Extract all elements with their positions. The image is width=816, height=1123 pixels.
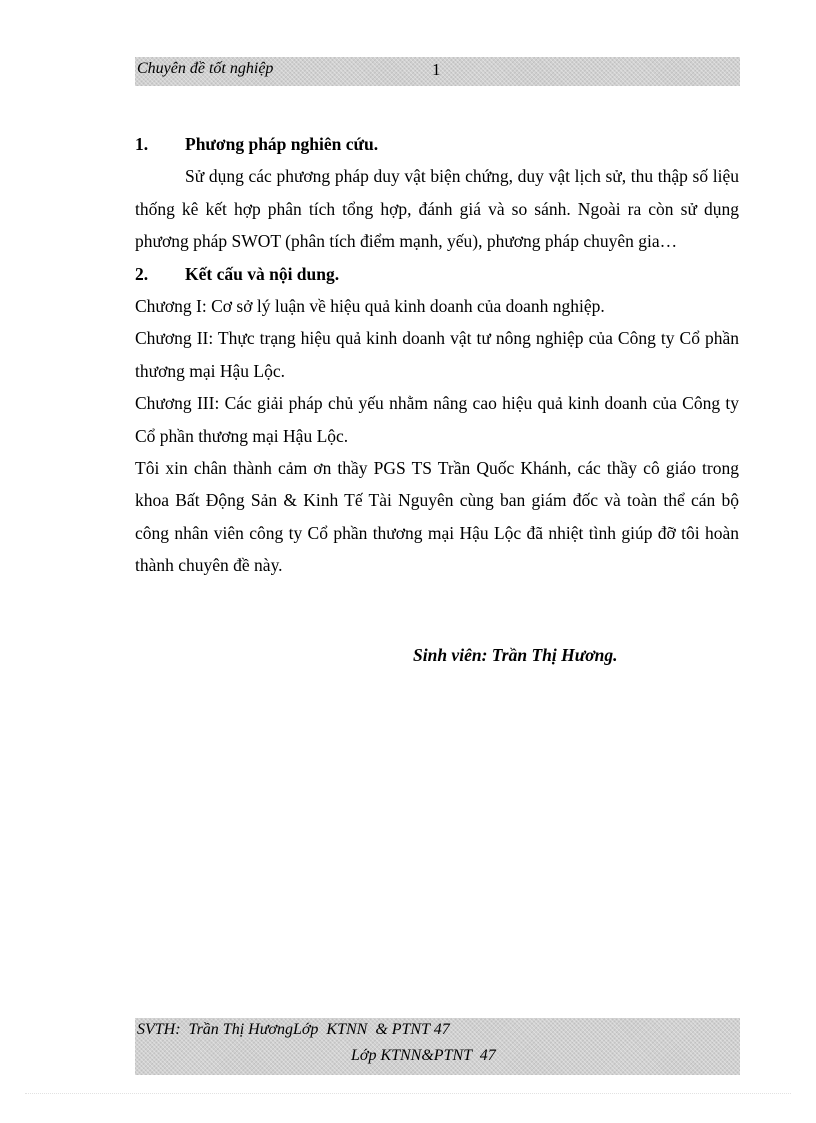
- footer-author-line: SVTH: Trần Thị HươngLớp KTNN & PTNT 47: [137, 1021, 450, 1038]
- chapter-1-line: Chương I: Cơ sở lý luận về hiệu quả kinh doanh của doanh nghiệp.: [135, 296, 605, 317]
- section-title: Kết cấu và nội dung.: [185, 263, 340, 284]
- chapter-3-line: Chương III: Các giải pháp chủ yếu nhằm nâng cao hiệu quả kinh doanh của Công ty Cổ phần thương mại Hậu Lộc.: [135, 393, 739, 446]
- section-heading-methods: [135, 128, 739, 160]
- page-header: [135, 57, 740, 86]
- document-body: [135, 128, 739, 582]
- section-number: 2.: [135, 263, 149, 284]
- footer-class-line: Lớp KTNN&PTNT 47: [351, 1047, 496, 1064]
- page-footer: [135, 1018, 740, 1075]
- section-heading-structure: [135, 258, 739, 290]
- page-number: 1: [432, 60, 441, 79]
- section-title: Phương pháp nghiên cứu.: [185, 134, 379, 154]
- methods-paragraph: Sử dụng các phương pháp duy vật biện chứng, duy vật lịch sử, thu thập số liệu thống kê kết hợp phân tích tổng hợp, đánh giá và so sánh. Ngoài ra còn sử dụng phương pháp SWOT (phân tích điểm mạnh, yếu), phương pháp chuyên gia…: [135, 166, 739, 252]
- signature: Sinh viên: Trần Thị Hương.: [413, 645, 618, 665]
- header-title: Chuyên đề tốt nghiệp: [137, 60, 274, 77]
- thanks-paragraph: Tôi xin chân thành cảm ơn thầy PGS TS Trần Quốc Khánh, các thầy cô giáo trong khoa Bất Động Sản & Kinh Tế Tài Nguyên cùng ban giám đốc và toàn thể cán bộ công nhân viên công ty Cổ phần thương mại Hậu Lộc đã nhiệt tình giúp đỡ tôi hoàn thành chuyên đề này.: [135, 458, 739, 576]
- chapter-2-line: Chương II: Thực trạng hiệu quả kinh doanh vật tư nông nghiệp của Công ty Cổ phần thương mại Hậu Lộc.: [135, 328, 739, 381]
- section-number: 1.: [135, 134, 149, 154]
- page-bottom-rule: [25, 1093, 791, 1094]
